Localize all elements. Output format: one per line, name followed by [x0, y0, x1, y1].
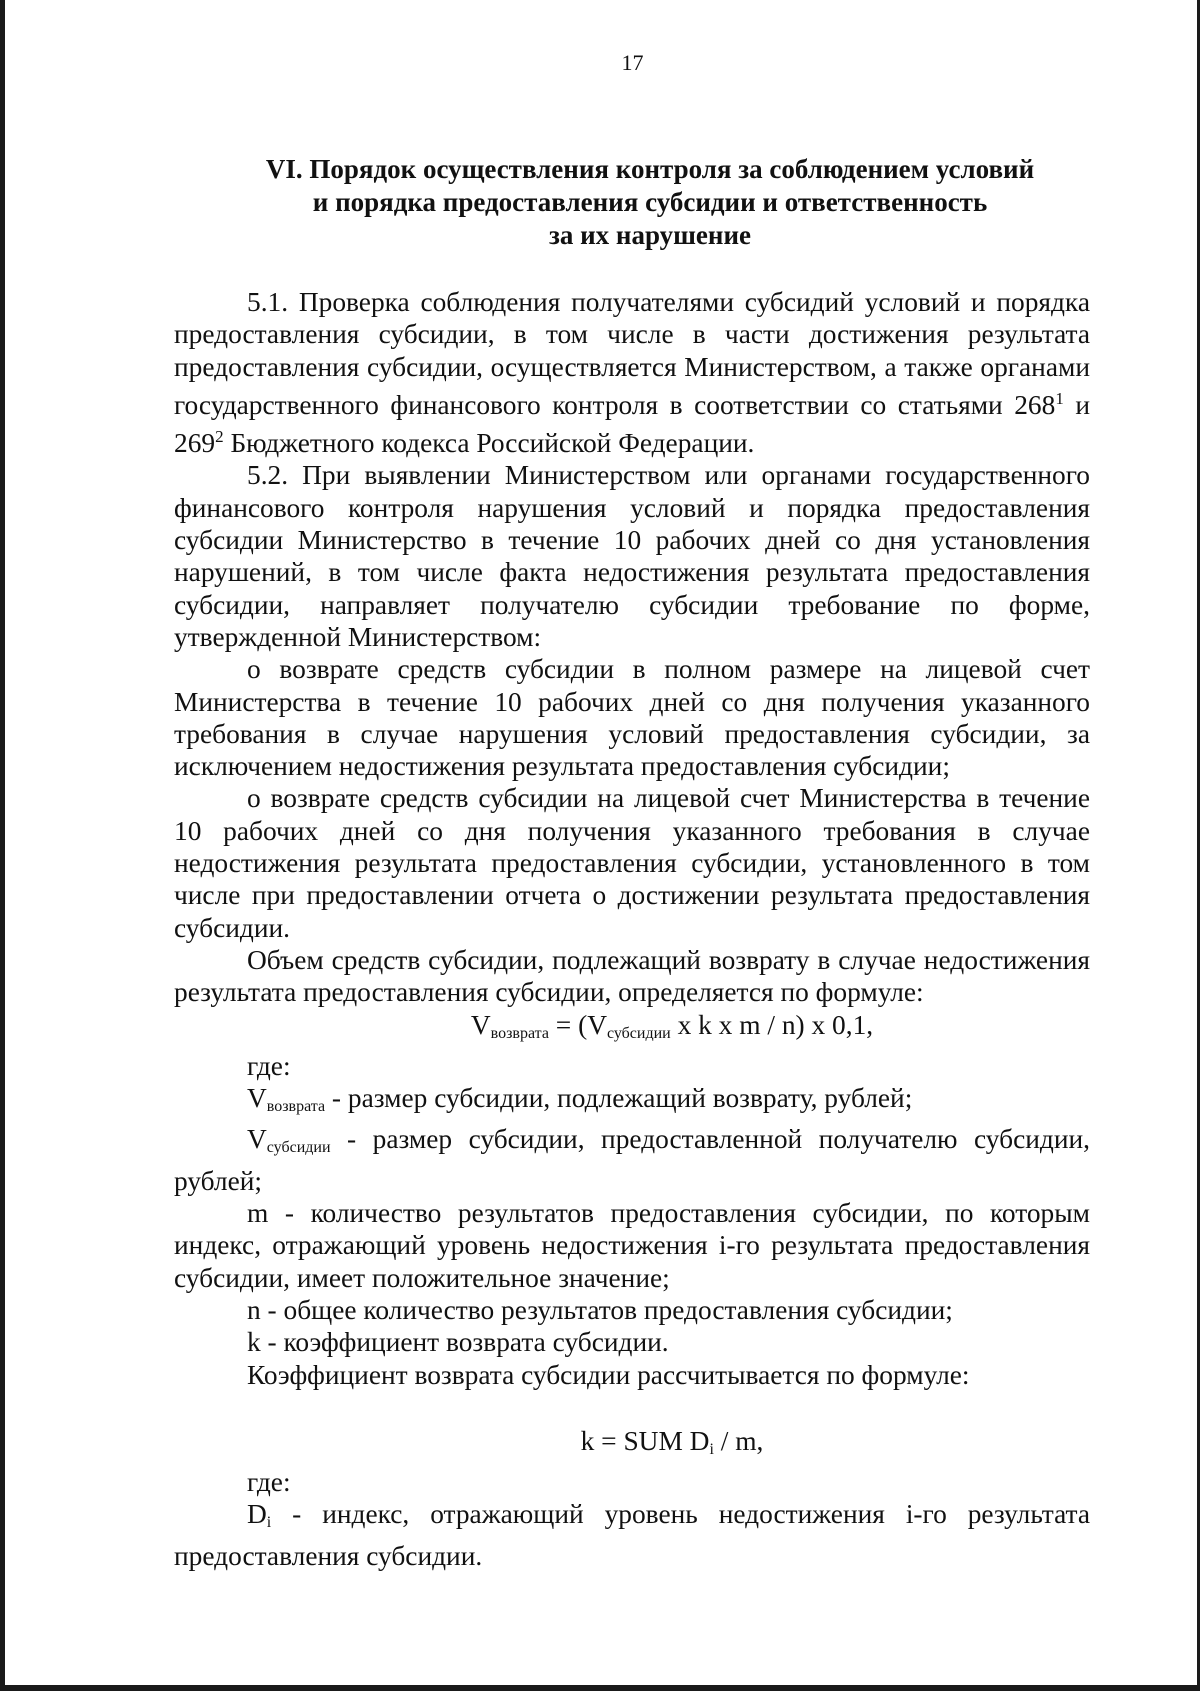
paragraph-full-return: о возврате средств субсидии в полном размере на лицевой счет Министерства в течение 10 рабочих дней со дня получения указанного требования в случае нарушения условий предоставления субсидии, за исключением недостижения результата предоставления субсидии;: [174, 654, 1090, 782]
definition-m: m - количество результатов предоставления субсидии, по которым индекс, отражающий уровень недостижения i-го результата предоставления субсидии, имеет положительное значение;: [174, 1198, 1090, 1293]
def-d-text: - индекс, отражающий уровень недостижения i-го результата предоставления субсидии.: [174, 1499, 1090, 1571]
definition-di: [174, 1498, 1090, 1572]
where-label-1: где:: [247, 1050, 291, 1081]
def-vs: V: [247, 1124, 267, 1155]
def-d: D: [247, 1499, 267, 1530]
definition-v-subsidy: [174, 1123, 1090, 1197]
paragraph-5-1: [174, 286, 1090, 459]
formula-v: V: [470, 1009, 491, 1040]
def-d-sub: i: [266, 1514, 272, 1532]
def-v: V: [247, 1083, 267, 1114]
superscript-2: 2: [215, 427, 224, 447]
page-number: 17: [621, 50, 644, 75]
scan-left-border: [0, 0, 5, 1691]
formula-k-sub: i: [709, 1440, 714, 1458]
formula-k: [174, 1425, 1090, 1466]
def-vs-sub: субсидии: [266, 1139, 331, 1157]
heading-line-3: за их нарушение: [549, 220, 751, 250]
paragraph-return-result: о возврате средств субсидии на лицевой счет Министерства в течение 10 рабочих дней со дня получения указанного требования в случае недостижения результата предоставления субсидии, установленного в том числе при предоставлении отчета о достижении результата предоставления субсидии.: [174, 783, 1090, 943]
def-v-sub: возврата: [266, 1098, 326, 1116]
where-label-2: где:: [247, 1467, 291, 1498]
formula-k-b: / m,: [713, 1425, 764, 1456]
formula-sub-subsidy: субсидии: [606, 1024, 671, 1042]
def-v-text: - размер субсидии, подлежащий возврату, рублей;: [325, 1083, 913, 1114]
def-vs-text: - размер субсидии, предоставленной получателю субсидии, рублей;: [174, 1124, 1090, 1196]
paragraph-coefficient: Коэффициент возврата субсидии рассчитывается по формуле:: [247, 1359, 970, 1390]
paragraph-5-1-text-c: Бюджетного кодекса Российской Федерации.: [223, 428, 755, 459]
paragraph-5-1-text: 5.1. Проверка соблюдения получателями субсидий условий и порядка предоставления субсидии, в том числе в части достижения результата предоставления субсидии, осуществляется Министерством, а также органами государственного финансового контроля в соответствии со статьями 268: [174, 287, 1090, 420]
document-body: [174, 286, 1090, 1572]
scan-bottom-border: [0, 1685, 1200, 1691]
heading-line-2: и порядка предоставления субсидии и ответственность: [312, 187, 988, 217]
paragraph-5-2: 5.2. При выявлении Министерством или органами государственного финансового контроля нарушения условий и порядка предоставления субсидии Министерство в течение 10 рабочих дней со дня установления нарушений, в том числе факта недостижения результата предоставления субсидии, направляет получателю субсидии требование по форме, утвержденной Министерством:: [174, 460, 1090, 652]
paragraph-5-1-text-b: и 269: [174, 389, 1090, 459]
spacer: [174, 1391, 1090, 1419]
definition-k: k - коэффициент возврата субсидии.: [247, 1327, 669, 1358]
heading-line-1: VI. Порядок осуществления контроля за соблюдением условий: [265, 154, 1035, 184]
formula-mid: = (V: [548, 1009, 607, 1040]
formula-sub-return: возврата: [490, 1024, 549, 1042]
superscript-1: 1: [1055, 388, 1064, 408]
formula-k-a: k = SUM D: [580, 1425, 710, 1456]
section-heading: [175, 153, 1125, 252]
formula-v-return: [174, 1009, 1090, 1050]
definition-n: n - общее количество результатов предоставления субсидии;: [247, 1294, 953, 1325]
formula-rest: x k x m / n) x 0,1,: [670, 1009, 874, 1040]
paragraph-volume: Объем средств субсидии, подлежащий возврату в случае недостижения результата предоставления субсидии, определяется по формуле:: [174, 944, 1090, 1008]
definition-v-return: [174, 1082, 1090, 1123]
